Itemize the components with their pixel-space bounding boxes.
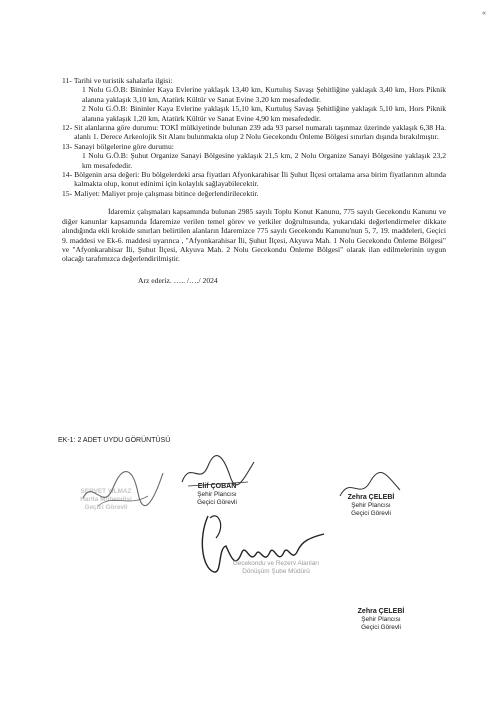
- handwritten-signature-left: [78, 458, 168, 516]
- document-body: [62, 76, 446, 285]
- handwritten-signature-middle: [178, 452, 258, 492]
- item-11-details: [62, 85, 446, 123]
- item-11-detail-2: 2 Nolu G.Ö.B: Bininler Kaya Evlerine yaklaşık 15,10 km, Kurtuluş Savaşı Şehitliğine yaklaşık 5,10 km, Hors Piknik alanına yaklaşık 1,20 km, Atatürk Kültür ve Sanat Evine 4,90 km mesafededir.: [82, 104, 446, 123]
- stamp-line-2: Dönüşüm Şube Müdürü: [242, 568, 310, 575]
- main-paragraph: İdaremiz çalışmaları kapsamında bulunan 2985 sayılı Toplu Konut Kanunu, 775 sayılı Gecekondu Kanunu ve diğer kanunlar kapsamında İdaremize verilen temel görev ve yetkiler doğrultusunda, yukarıdaki değerlendirmeler dikkate alındığında ekli krokide sınırları belirtilen alanların İdaremizce 775 sayılı Gecekondu Kanunu'nun 5, 7, 19. maddeleri, Geçici 9. maddesi ve Ek-6. maddesi uyarınca , "Afyonkarahisar İli, Şuhut İlçesi, Akyuva Mah. 1 Nolu Gecekondu Önleme Bölgesi" ve "Afyonkarahisar İli, Şuhut İlçesi, Akyuva Mah. 2 Nolu Gecekondu Önleme Bölgesi" olarak ilan edilmelerinin uygun olacağı tarafımızca değerlendirilmiştir.: [62, 207, 446, 264]
- item-text: Maliyet: Maliyet proje çalışması bitince değerlendirilecektir.: [74, 188, 259, 198]
- item-number: 14-: [62, 170, 73, 180]
- item-11-detail-1: 1 Nolu G.Ö.B: Bininler Kaya Evlerine yaklaşık 13,40 km, Kurtuluş Savaşı Şehitliğine yaklaşık 3,40 km, Hors Piknik alanına yaklaşık 3,10 km, Atatürk Kültür ve Sanat Evine 3,20 km mesafededir.: [82, 85, 446, 104]
- item-11: [62, 76, 446, 85]
- item-text: Bölgenin arsa değeri: Bu bölgelerdeki arsa fiyatları Afyonkarahisar İli Şuhut İlçesi ortalama arsa birim fiyatlarının altında kalmakta olup, konut edinimi için kolaylık sağlayabilecektir.: [74, 170, 446, 189]
- stamp-bottom: [216, 560, 336, 576]
- date-line: Arz ederiz. ….. /…./ 2024: [138, 275, 218, 285]
- signer-status: Geçici Görevli: [361, 624, 401, 631]
- handwritten-signature-right: [336, 470, 406, 504]
- item-15: [62, 189, 446, 198]
- signer-name: Elif ÇOBAN: [197, 483, 237, 490]
- signer-status: Geçici Görevli: [351, 510, 391, 517]
- item-number: 13-: [62, 141, 73, 151]
- signer-status: Geçici Görevli: [197, 499, 237, 506]
- annex-label: EK-1: 2 ADET UYDU GÖRÜNTÜSÜ: [58, 437, 171, 444]
- item-14: [62, 170, 446, 189]
- item-number: 11-: [62, 76, 72, 85]
- signer-title: Şehir Plancısı: [197, 491, 237, 498]
- item-number: 12-: [62, 123, 73, 133]
- signer-name: SERVET YILMAZ: [80, 488, 132, 495]
- item-13-details: [62, 151, 446, 170]
- stamp-line-1: Gecekondu ve Rezerv Alanları: [232, 560, 320, 567]
- item-13-detail: 1 Nolu G.Ö.B: Şuhut Organize Sanayi Bölgesine yaklaşık 21,5 km, 2 Nolu Organize Sanayi Bölgesine yaklaşık 23,2 km mesafededir.: [82, 151, 446, 170]
- signer-name: Zehra ÇELEBİ: [357, 608, 405, 615]
- signer-title: Şehir Plancısı: [361, 616, 401, 623]
- signer-name: Zehra ÇELEBİ: [347, 494, 395, 501]
- item-13: [62, 142, 446, 151]
- signer-status: Geçici Görevli: [84, 504, 128, 511]
- item-12: [62, 123, 446, 142]
- item-text: Tarihi ve turistik sahalarla ilgisi:: [73, 76, 173, 85]
- signature-block-bottom-right: [336, 608, 426, 632]
- item-text: Sit alanlarına göre durumu: TOKİ mülkiyetinde bulunan 239 ada 93 parsel numaralı taşınmaz üzerinde yaklaşık 6,38 Ha. alanlı 1. Derece Arkeolojik Sit Alanı bulunmakta olup 2 Nolu Gecekondu Önleme Bölgesi sınırları dışında bırakılmıştır.: [74, 123, 446, 142]
- item-text: Sanayi bölgelerine göre durumu:: [74, 141, 174, 151]
- signer-title: Harita Mühendisi: [80, 496, 132, 503]
- item-number: 15-: [62, 188, 73, 198]
- corner-mark: «: [482, 10, 486, 17]
- signer-title: Şehir Plancısı: [351, 502, 391, 509]
